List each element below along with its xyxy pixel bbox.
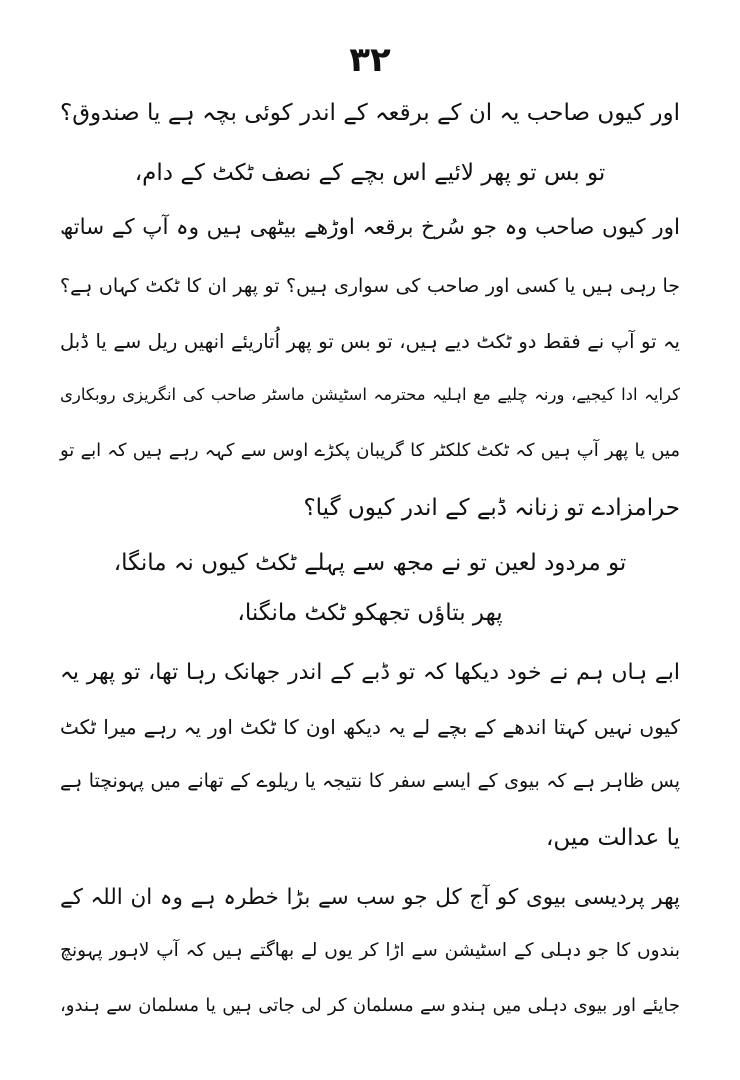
text-line-4: جا رہی ہیں یا کسی اور صاحب کی سواری ہیں؟ تو پھر ان کا ٹکٹ کہاں ہے؟ (60, 275, 680, 297)
text-line-15: پھر پردیسی بیوی کو آج کل جو سب سے بڑا خطرہ ہے وہ ان اللہ کے (60, 885, 680, 910)
text-line-11: ابے ہاں ہم نے خود دیکھا کہ تو ڈبے کے اندر جھانک رہا تھا، تو پھر یہ (60, 660, 680, 685)
text-line-5: یہ تو آپ نے فقط دو ٹکٹ دیے ہیں، تو بس تو پھر اُتاریئے انھیں ریل سے یا ڈبل (60, 330, 680, 353)
text-line-2: تو بس تو پھر لائیے اس بچے کے نصف ٹکٹ کے دام، (134, 160, 606, 186)
text-line-1: اور کیوں صاحب یہ ان کے برقعہ کے اندر کوئی بچہ ہے یا صندوق؟ (60, 100, 680, 126)
text-line-6: کرایہ ادا کیجیے، ورنہ چلیے مع اہلیہ محترمہ اسٹیشن ماسٹر صاحب کی انگریزی روبکاری (60, 385, 680, 404)
text-line-13: پس ظاہر ہے کہ بیوی کے ایسے سفر کا نتیجہ یا ریلوے کے تھانے میں پہونچتا ہے (60, 770, 680, 792)
text-line-17: جایئے اور بیوی دہلی میں ہندو سے مسلمان کر لی جاتی ہیں یا مسلمان سے ہندو، (60, 995, 680, 1016)
text-line-14: یا عدالت میں، (545, 825, 680, 851)
text-line-3: اور کیوں صاحب وہ جو سُرخ برقعہ اوڑھے بیٹھی ہیں وہ آپ کے ساتھ (60, 215, 680, 240)
page-number: ۳۲ (349, 40, 391, 80)
text-line-9: تو مردود لعین تو نے مجھ سے پہلے ٹکٹ کیوں نہ مانگا، (113, 550, 627, 576)
text-line-7: میں یا پھر آپ ہیں کہ ٹکٹ کلکٹر کا گریبان پکڑے اوس سے کہہ رہے ہیں کہ ابے تو (60, 440, 680, 461)
text-line-10: پھر بتاؤں تجھکو ٹکٹ مانگنا، (237, 600, 503, 626)
text-line-16: بندوں کا جو دہلی کے اسٹیشن سے اڑا کر یوں لے بھاگتے ہیں کہ آپ لاہور پہونچ (60, 940, 680, 961)
text-line-8: حرامزادے تو زنانہ ڈبے کے اندر کیوں گیا؟ (303, 495, 680, 521)
text-line-12: کیوں نہیں کہتا اندھے کے بچے لے یہ دیکھ اون کا ٹکٹ اور یہ رہے میرا ٹکٹ (60, 715, 680, 739)
